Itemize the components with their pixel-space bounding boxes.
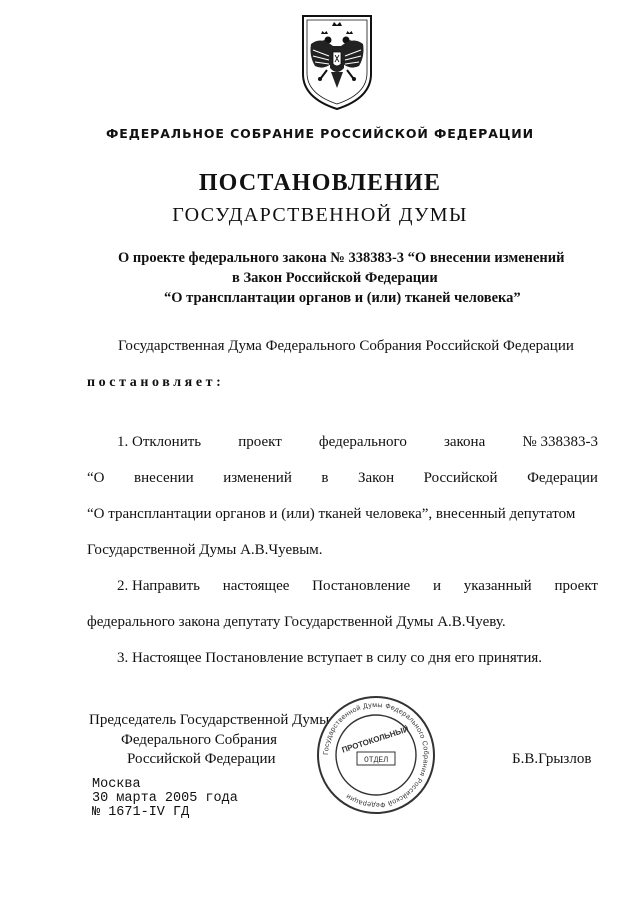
- preamble: Государственная Дума Федерального Собрания Российской Федерации: [118, 338, 574, 354]
- word: 2. Направить: [117, 578, 200, 594]
- item2-line-2: федерального закона депутату Государственной Думы А.В.Чуеву.: [87, 614, 506, 630]
- word: федерального: [318, 434, 407, 450]
- word: и: [432, 578, 441, 594]
- word: “О: [87, 470, 105, 486]
- item1-line-2: [87, 470, 598, 487]
- signatory-position-2: Федерального Собрания: [121, 732, 278, 748]
- assembly-name: ФЕДЕРАЛЬНОЕ СОБРАНИЕ РОССИЙСКОЙ ФЕДЕРАЦИИ: [105, 126, 535, 141]
- about-line-3: “О трансплантации органов и (или) тканей человека”: [164, 290, 521, 306]
- signatory-position-1: Председатель Государственной Думы: [89, 712, 330, 728]
- coat-of-arms-icon: [297, 12, 377, 112]
- about-line-2: в Закон Российской Федерации: [232, 270, 438, 286]
- word: проект: [554, 578, 598, 594]
- issue-city: Москва: [92, 777, 141, 792]
- word: изменений: [223, 470, 292, 486]
- item1-line-1: [117, 434, 598, 451]
- svg-text:Государственной Думы Федеральн: [323, 702, 430, 808]
- word: закона: [443, 434, 486, 450]
- word: 1. Отклонить: [117, 434, 202, 450]
- stamp-ring-text: Государственной Думы Федерального Собрания Российской Федерации: [322, 701, 430, 809]
- item1-line-4: Государственной Думы А.В.Чуевым.: [87, 542, 323, 558]
- word: в: [321, 470, 329, 486]
- about-line-1: О проекте федерального закона № 338383-3 “О внесении изменений: [118, 250, 565, 266]
- word: указанный: [463, 578, 532, 594]
- word: внесении: [133, 470, 194, 486]
- issue-date: 30 марта 2005 года: [92, 791, 238, 806]
- word: настоящее: [222, 578, 290, 594]
- word: Российской: [423, 470, 498, 486]
- word: Постановление: [312, 578, 411, 594]
- stamp-middle-text: ПРОТОКОЛЬНЫЙ: [340, 724, 410, 755]
- document-subtitle: ГОСУДАРСТВЕННОЙ ДУМЫ: [172, 204, 468, 226]
- decree-word: постановляет:: [87, 375, 225, 390]
- signatory-position-3: Российской Федерации: [127, 751, 276, 767]
- stamp-center-text: ОТДЕЛ: [363, 756, 389, 765]
- word: проект: [238, 434, 282, 450]
- word: Федерации: [527, 470, 598, 486]
- signatory-name: Б.В.Грызлов: [512, 751, 592, 767]
- item2-line-1: [117, 578, 598, 595]
- item1-line-3: “О трансплантации органов и (или) тканей человека”, внесенный депутатом: [87, 506, 576, 522]
- document-number: № 1671-IV ГД: [92, 805, 190, 820]
- item3-line-1: 3. Настоящее Постановление вступает в силу со дня его принятия.: [117, 650, 543, 666]
- word: Закон: [357, 470, 395, 486]
- document-title: ПОСТАНОВЛЕНИЕ: [198, 170, 442, 196]
- round-seal-stamp-icon: [315, 694, 437, 816]
- word: № 338383-3: [522, 434, 598, 450]
